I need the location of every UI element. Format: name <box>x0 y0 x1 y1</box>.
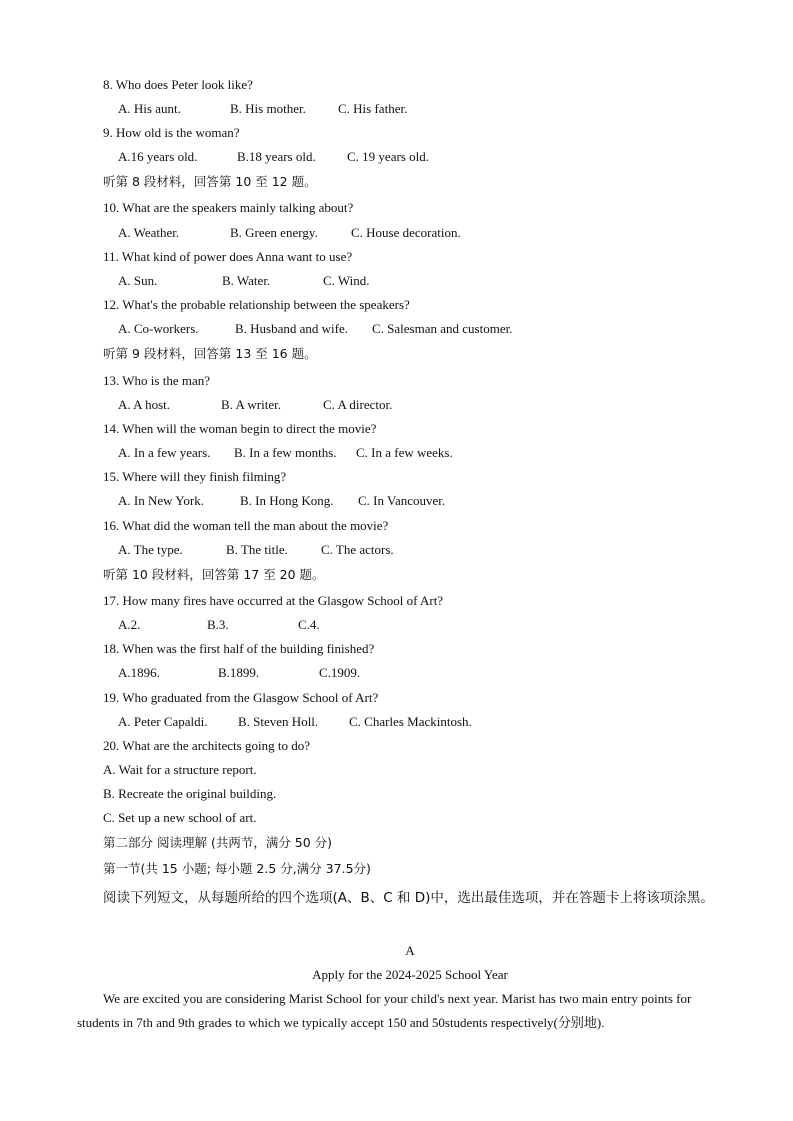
option-c: C. His father. <box>338 101 408 116</box>
question-18-stem: 18. When was the first half of the building finished? <box>103 641 375 656</box>
option-c: C. A director. <box>323 397 393 412</box>
option-a: A. The type. <box>118 542 183 557</box>
option-b: B. His mother. <box>230 101 306 116</box>
question-15-stem: 15. Where will they finish filming? <box>103 469 287 484</box>
option-a: A. A host. <box>118 397 171 412</box>
option-b: B. Husband and wife. <box>235 321 349 336</box>
option-a: A.1896. <box>118 665 160 680</box>
option-c: C. 19 years old. <box>347 149 429 164</box>
option-a: A.2. <box>118 617 141 632</box>
option-a: A. Sun. <box>118 273 158 288</box>
option-c: C. House decoration. <box>351 225 461 240</box>
option-c: C. The actors. <box>321 542 394 557</box>
option-c: C. In Vancouver. <box>358 493 446 508</box>
option-c: C. Charles Mackintosh. <box>349 714 472 729</box>
question-20-option-a: A. Wait for a structure report. <box>103 762 257 777</box>
question-20-stem: 20. What are the architects going to do? <box>103 738 310 753</box>
option-b: B. The title. <box>226 542 288 557</box>
option-a: A. In a few years. <box>118 445 211 460</box>
part2-instructions: 阅读下列短文，从每题所给的四个选项(A、B、C 和 D)中，选出最佳选项，并在答题卡上将该项涂黑。 <box>103 890 714 906</box>
option-b: B.18 years old. <box>237 149 316 164</box>
passage-title: Apply for the 2024-2025 School Year <box>312 967 508 982</box>
question-20-option-b: B. Recreate the original building. <box>103 786 277 801</box>
option-a: A. In New York. <box>118 493 204 508</box>
option-b: B. Green energy. <box>230 225 318 240</box>
question-14-stem: 14. When will the woman begin to direct the movie? <box>103 421 377 436</box>
option-c: C.4. <box>298 617 320 632</box>
option-b: B.1899. <box>218 665 260 680</box>
option-b: B. A writer. <box>221 397 281 412</box>
section-header-9: 听第 9 段材料，回答第 13 至 16 题。 <box>103 346 317 361</box>
option-c: C.1909. <box>319 665 361 680</box>
option-b: B. Steven Holl. <box>238 714 319 729</box>
question-12-stem: 12. What's the probable relationship between the speakers? <box>103 297 410 312</box>
option-b: B. Water. <box>222 273 271 288</box>
question-17-stem: 17. How many fires have occurred at the Glasgow School of Art? <box>103 593 444 608</box>
question-19-stem: 19. Who graduated from the Glasgow School of Art? <box>103 690 379 705</box>
option-c: C. Wind. <box>323 273 370 288</box>
option-a: A. Co-workers. <box>118 321 199 336</box>
question-9-stem: 9. How old is the woman? <box>103 125 240 140</box>
option-a: A. Peter Capaldi. <box>118 714 208 729</box>
option-b: B.3. <box>207 617 229 632</box>
question-8-stem: 8. Who does Peter look like? <box>103 77 253 92</box>
question-13-stem: 13. Who is the man? <box>103 373 210 388</box>
passage-paragraph: We are excited you are considering Marist School for your child's next year. Marist has two main entry points for students in 7th and 9th grades to which we typically accept 150 and 50students respectively(分别地). <box>77 991 692 1030</box>
section-header-8: 听第 8 段材料，回答第 10 至 12 题。 <box>103 174 317 189</box>
part2-title: 第二部分 阅读理解 (共两节，满分 50 分) <box>103 835 333 850</box>
section-header-10: 听第 10 段材料，回答第 17 至 20 题。 <box>103 567 325 582</box>
part2-section1: 第一节(共 15 小题; 每小题 2.5 分,满分 37.5分) <box>103 861 371 876</box>
option-a: A. Weather. <box>118 225 180 240</box>
question-20-option-c: C. Set up a new school of art. <box>103 810 257 825</box>
option-b: B. In Hong Kong. <box>240 493 334 508</box>
question-10-stem: 10. What are the speakers mainly talking about? <box>103 200 354 215</box>
question-16-stem: 16. What did the woman tell the man about the movie? <box>103 518 389 533</box>
option-b: B. In a few months. <box>234 445 337 460</box>
option-c: C. Salesman and customer. <box>372 321 513 336</box>
option-c: C. In a few weeks. <box>356 445 453 460</box>
option-a: A. His aunt. <box>118 101 181 116</box>
option-a: A.16 years old. <box>118 149 198 164</box>
question-11-stem: 11. What kind of power does Anna want to use? <box>103 249 353 264</box>
passage-letter: A <box>405 943 415 958</box>
